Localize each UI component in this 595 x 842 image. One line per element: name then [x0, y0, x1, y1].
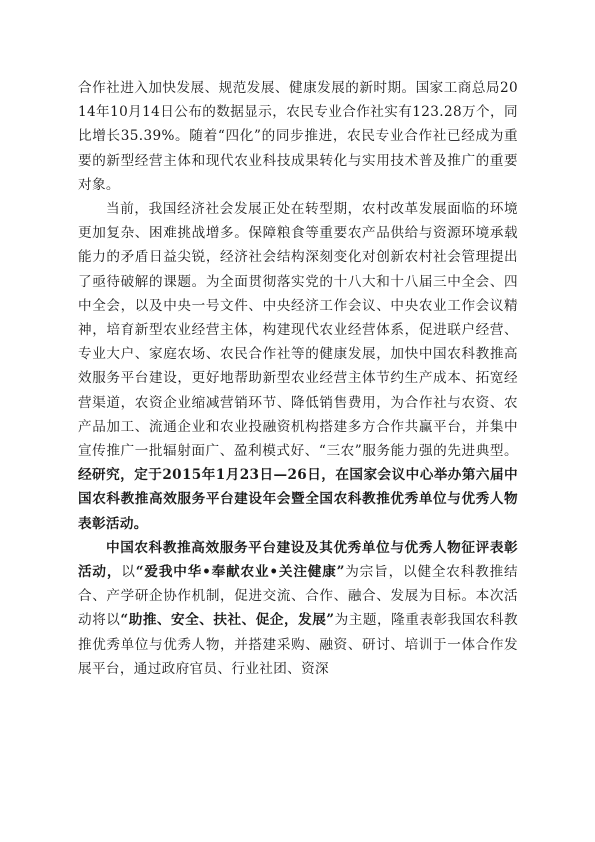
activity-tenet: “爱我中华•奉献农业•关注健康” [135, 564, 345, 581]
activity-lead: 中国农科教推高效服务平台建设及其优秀单位与优秀人物征评表彰活动， [78, 539, 518, 581]
event-announcement: 经研究，定于2015年1月23日—26日，在国家会议中心举办第六届中国农科教推高效服务平台建设年会暨全国农科教推优秀单位与优秀人物表彰活动。 [78, 467, 518, 532]
activity-text-1: 以 [121, 564, 136, 581]
paragraph-activity-purpose [78, 536, 518, 681]
activity-text-2: 为宗旨，以健全农科教推结合、产学研企协作机制，促进交流、合作、融合、发展为目标。本次活动将以 [78, 564, 518, 629]
activity-theme: “助推、安全、扶社、促企，发展” [120, 612, 335, 629]
paragraph-cooperative-status: 合作社进入加快发展、规范发展、健康发展的新时期。国家工商总局2014年10月14日公布的数据显示，农民专业合作社实有123.28万个，同比增长35.39%。随着“四化”的同步推进，农民专业合作社已经成为重要的新型经营主体和现代农业科技成果转化与实用技术普及推广的重要对象。 [78, 80, 518, 193]
document-page [78, 76, 518, 681]
background-text: 当前，我国经济社会发展正处在转型期，农村改革发展面临的环境更加复杂、困难挑战增多。保障粮食等重要农产品供给与资源环境承载能力的矛盾日益尖锐，经济社会结构深刻变化对创新农村社会管理提出了亟待破解的课题。为全面贯彻落实党的十八大和十八届三中全会、四中全会，以及中央一号文件、中央经济工作会议、中央农业工作会议精神，培育新型农业经营主体，构建现代农业经营体系，促进联户经营、专业大户、家庭农场、农民合作社等的健康发展，加快中国农科教推高效服务平台建设，更好地帮助新型农业经营主体节约生产成本、拓宽经营渠道，农资企业缩减营销环节、降低销售费用，为合作社与农资、农产品加工、流通企业和农业投融资机构搭建多方合作共赢平台，并集中宣传推广一批辐射面广、盈利模式好、“三农”服务能力强的先进典型。 [78, 201, 518, 460]
activity-text-3: 为主题，隆重表彰我国农科教推优秀单位与优秀人物，并搭建采购、融资、研讨、培训于一体合作发展平台，通过政府官员、行业社团、资深 [78, 612, 518, 677]
paragraph-background [78, 197, 518, 536]
